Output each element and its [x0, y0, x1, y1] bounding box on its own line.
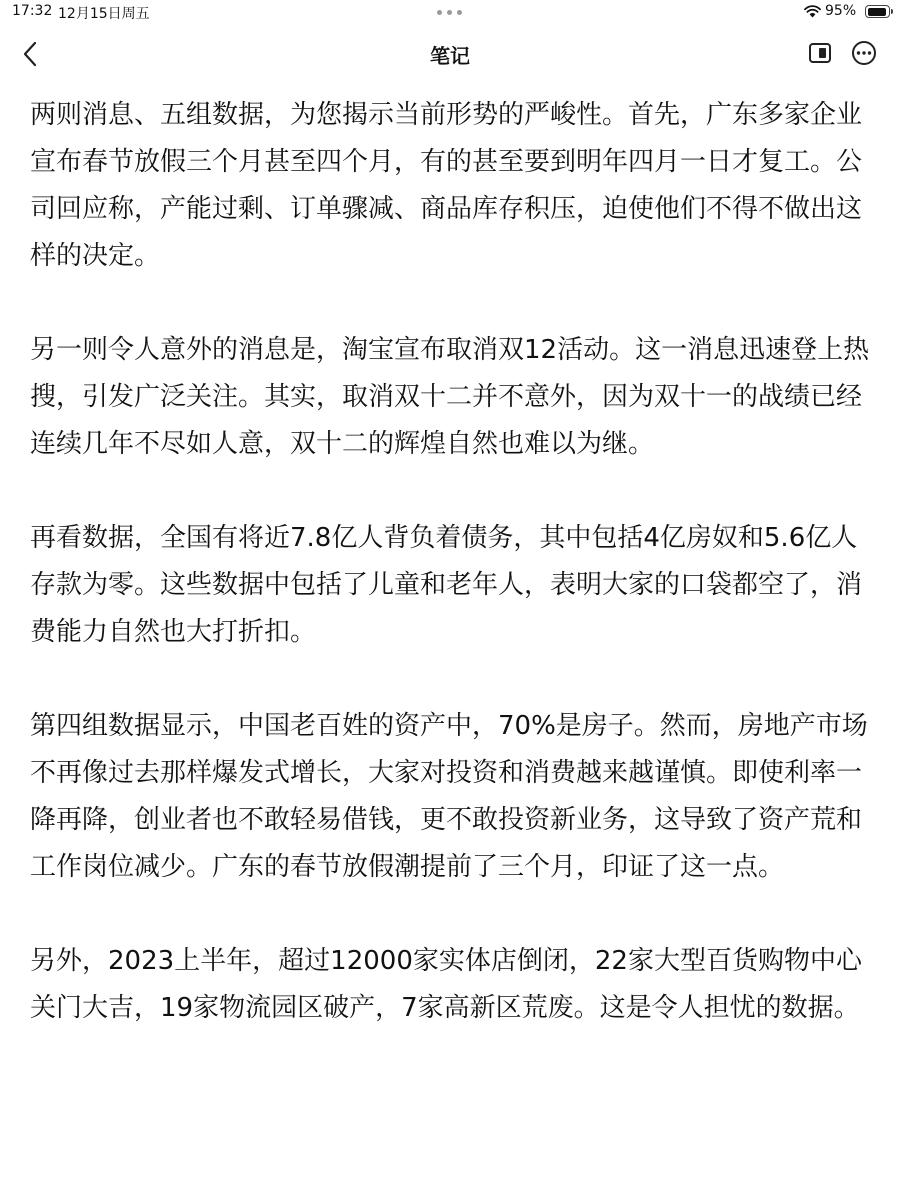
status-bar — [0, 0, 900, 24]
status-time: 17:32 — [12, 3, 53, 19]
battery-icon — [865, 5, 890, 18]
more-icon[interactable] — [848, 39, 880, 67]
status-date: 12月15日周五 — [58, 6, 150, 22]
wifi-icon — [804, 5, 821, 18]
reader-view-icon[interactable] — [806, 39, 834, 67]
battery-level-fill — [868, 8, 886, 16]
note-paragraph-5: 另外，2023上半年，超过12000家实体店倒闭，22家大型百货购物中心关门大吉，19家物流园区破产，7家高新区荒废。这是令人担忧的数据。 — [30, 946, 862, 1023]
note-paragraph-3: 再看数据，全国有将近7.8亿人背负着债务，其中包括4亿房奴和5.6亿人存款为零。这些数据中包括了儿童和老年人，表明大家的口袋都空了，消费能力自然也大打折扣。 — [30, 523, 863, 647]
note-paragraph-4: 第四组数据显示，中国老百姓的资产中，70%是房子。然而，房地产市场不再像过去那样爆发式增长，大家对投资和消费越来越谨慎。即使利率一降再降，创业者也不敢轻易借钱，更不敢投资新业务，这导致了资产荒和工作岗位减少。广东的春节放假潮提前了三个月，印证了这一点。 — [30, 711, 868, 882]
note-body[interactable] — [30, 92, 875, 1032]
nav-bar — [0, 24, 900, 84]
battery-percent: 95% — [825, 3, 857, 19]
page-title: 笔记 — [430, 44, 470, 68]
note-paragraph-2: 另一则令人意外的消息是，淘宝宣布取消双12活动。这一消息迅速登上热搜，引发广泛关注。其实，取消双十二并不意外，因为双十一的战绩已经连续几年不尽如人意，双十二的辉煌自然也难以为继。 — [30, 335, 870, 459]
multitask-dots-icon[interactable] — [437, 10, 463, 16]
battery-nub — [891, 9, 893, 14]
note-paragraph-1: 两则消息、五组数据，为您揭示当前形势的严峻性。首先，广东多家企业宣布春节放假三个月甚至四个月，有的甚至要到明年四月一日才复工。公司回应称，产能过剩、订单骤减、商品库存积压，迫使他们不得不做出这样的决定。 — [30, 100, 863, 271]
